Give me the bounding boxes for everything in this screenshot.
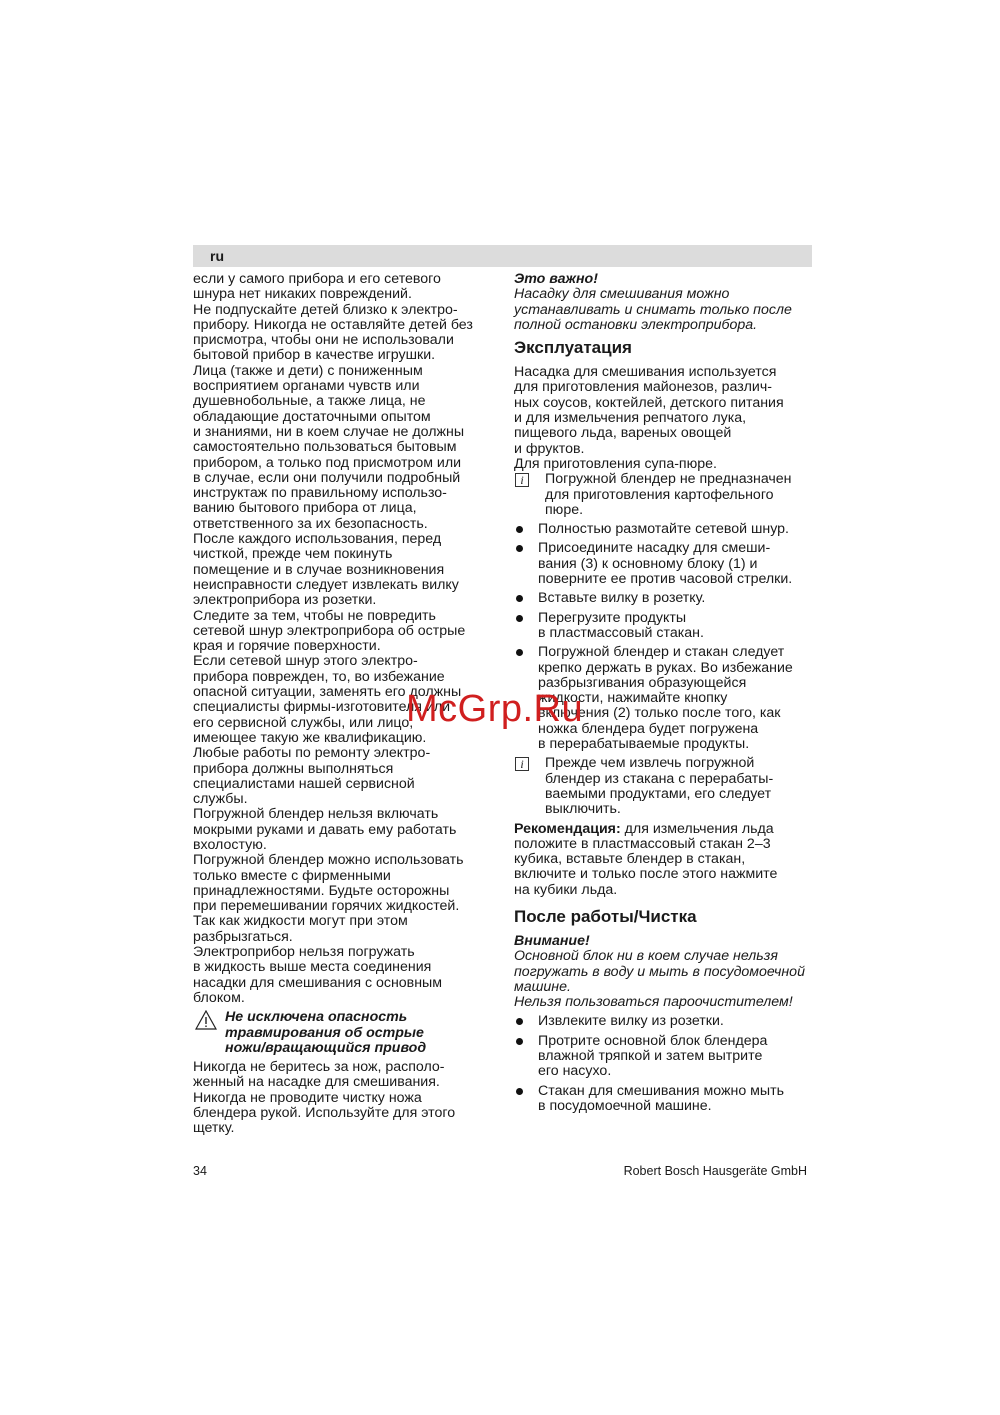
text-line: специалисты фирмы-изготовителя или [193,699,451,716]
info-icon: i [515,473,529,487]
attention-line: Нельзя пользоваться пароочистителем! [514,994,793,1011]
text-line: разбрызгаться. [193,928,293,945]
text-line: электроприбора из розетки. [193,592,377,609]
text-line: его сервисной службы, или лицо, [193,714,414,731]
text-line: обладающие достаточными опытом [193,408,431,425]
bullet-item [514,1014,814,1029]
tip-label: Рекомендация: [514,820,621,837]
tip-line: кубика, вставьте блендер в стакан, [514,851,746,868]
bullet-line: Стакан для смешивания можно мыть [538,1082,785,1099]
bullet-item [514,611,814,642]
text-line: После каждого использования, перед [193,531,442,548]
text-line: щетку. [193,1120,235,1137]
text-line: для приготовления майонезов, различ- [514,379,772,396]
important-line: устанавливать и снимать только после [514,301,792,318]
warning-title-line: ножи/вращающийся привод [225,1039,427,1056]
text-line: специалистами нашей сервисной [193,775,415,792]
text-line: неисправности следует извлекать вилку [193,576,459,593]
bullet-line: Погружной блендер и стакан следует [538,644,785,661]
important-title: Это важно! [514,271,598,287]
bullet-item [514,522,814,537]
bullet-line: Вставьте вилку в розетку. [538,590,706,607]
text-line: Никогда не беритесь за нож, располо- [193,1059,445,1076]
text-line: вхолостую. [193,836,267,853]
text-line: и для измельчения репчатого лука, [514,410,747,427]
text-line: восприятием органами чувств или [193,378,420,395]
heading-usage: Эксплуатация [514,338,632,358]
info-line: Прежде чем извлечь погружной [545,755,755,772]
bullet-line: Перегрузите продукты [538,609,687,626]
bullet-line: ножка блендера будет погружена [538,720,759,737]
text-line: пищевого льда, вареных овощей [514,425,732,442]
spacer [514,1114,814,1118]
text-line: в случае, если они получили подробный [193,469,461,486]
bullet-line: влажной тряпкой и затем вытрите [538,1048,763,1065]
text-line: Погружной блендер нельзя включать [193,806,439,823]
text-line: ванию бытового прибора от лица, [193,500,417,517]
important-line: полной остановки электроприбора. [514,316,758,333]
watermark: McGrp.Ru [406,688,584,730]
text-line: чисткой, прежде чем покинуть [193,546,393,563]
language-label: ru [210,248,224,264]
text-line: прибору. Никогда не оставляйте детей без [193,316,473,333]
info-icon: i [515,757,529,771]
text-line: Насадка для смешивания используется [514,364,777,381]
text-line: прибора должны выполняться [193,760,394,777]
info-line: выключить. [545,801,621,818]
text-line: присмотра, чтобы они не использовали [193,332,454,349]
warning-title-line: Не исключена опасность [225,1009,408,1026]
text-line: помещение и в случае возникновения [193,561,445,578]
text-line: сетевой шнур электроприбора об острые [193,622,466,639]
bullet-line: жидкости, нажимайте кнопку [538,690,728,707]
text-line: и знаниями, ни в коем случае не должны [193,423,465,440]
page-number: 34 [193,1164,207,1178]
text-line: имеющее такую же квалификацию. [193,729,427,746]
language-bar [193,245,812,267]
attention-line: погружать в воду и мыть в посудомоечной [514,963,805,980]
publisher: Robert Bosch Hausgeräte GmbH [623,1164,807,1178]
text-line: бытовой прибор в качестве игрушки. [193,347,436,364]
text-line: прибором, а только под присмотром или [193,454,462,471]
text-line: Погружной блендер можно использовать [193,852,464,869]
text-line: принадлежностями. Будьте осторожны [193,882,450,899]
tip-first-line [514,822,814,837]
text-line: Любые работы по ремонту электро- [193,745,431,762]
tip-line: положите в пластмассовый стакан 2–3 [514,835,771,852]
bullet-line: в посудомоечной машине. [538,1097,712,1114]
bullet-line: в пластмассовый стакан. [538,624,704,641]
text-line: края и горячие поверхности. [193,638,381,655]
text-line: при перемешивании горячих жидкостей. [193,898,460,915]
text-line: Если сетевой шнур этого электро- [193,653,418,670]
text-line: только вместе с фирменными [193,867,391,884]
text-line: насадки для смешивания с основным [193,974,443,991]
bullet-line: включения (2) только после того, как [538,705,781,722]
tip-line: включите и только после этого нажмите [514,866,778,883]
info-line: Погружной блендер не предназначен [545,471,792,488]
bullet-line: Присоедините насадку для смеши- [538,540,771,557]
info-line: ваемыми продуктами, его следует [545,785,772,802]
bullet-line: разбрызгивания образующейся [538,674,747,691]
bullet-line: в перерабатываемые продукты. [538,736,750,753]
text-line: инструктаж по правильному использо- [193,485,447,502]
warning-block [193,1010,493,1056]
attention-line: машине. [514,978,571,995]
bullet-line: вания (3) к основному блоку (1) и [538,555,758,572]
bullet-line: Полностью размотайте сетевой шнур. [538,521,789,538]
text-line: шнура нет никаких повреждений. [193,286,412,303]
spacer [514,898,814,902]
info-line: блендер из стакана с перерабаты- [545,770,774,787]
text-line: прибора поврежден, то, во избежание [193,668,445,685]
text-line: Электроприбор нельзя погружать [193,944,415,961]
info-note [514,756,814,817]
heading-cleaning: После работы/Чистка [514,906,697,926]
bullet-line: крепко держать в руках. Во избежание [538,659,793,676]
tip-line: на кубики льда. [514,881,618,898]
bullet-item [514,1034,814,1080]
text-line: в жидкость выше места соединения [193,959,432,976]
attention-line: Основной блок ни в коем случае нельзя [514,948,778,965]
text-line: опасной ситуации, заменять его должны [193,684,462,701]
tip-text: для измельчения льда [620,820,774,837]
bullet-item [514,1084,814,1115]
bullet-line: поверните ее против часовой стрелки. [538,571,793,588]
text-line: душевнобольные, а также лица, не [193,393,426,410]
info-line: для приготовления картофельного [545,486,774,503]
text-line: Для приготовления супа-пюре. [514,455,717,472]
important-line: Насадку для смешивания можно [514,286,730,303]
bullet-line: Протрите основной блок блендера [538,1032,768,1049]
text-line: Так как жидкости могут при этом [193,913,408,930]
bullet-item [514,591,814,606]
text-line: мокрыми руками и давать ему работать [193,821,457,838]
attention-title: Внимание! [514,932,590,949]
warning-title-line: травмирования об острые [225,1024,424,1041]
text-line: и фруктов. [514,440,585,457]
text-line: Лица (также и дети) с пониженным [193,362,423,379]
text-line: ных соусов, коктейлей, детского питания [514,394,784,411]
warning-icon [195,1010,217,1030]
text-line: женный на насадке для смешивания. [193,1074,440,1091]
text-line: службы. [193,791,248,808]
info-note [514,472,814,518]
text-line: Никогда не проводите чистку ножа [193,1089,422,1106]
text-line: ответственного за их безопасность. [193,515,428,532]
bullet-line: Извлеките вилку из розетки. [538,1013,724,1030]
text-line: блендера рукой. Используйте для этого [193,1105,456,1122]
info-line: пюре. [545,501,584,518]
text-line: блоком. [193,989,245,1006]
text-line: если у самого прибора и его сетевого [193,271,441,287]
bullet-line: его насухо. [538,1063,612,1080]
bullet-item [514,541,814,587]
text-line: самостоятельно пользоваться бытовым [193,439,457,456]
text-line: Не подпускайте детей близко к электро- [193,301,458,318]
text-line: Следите за тем, чтобы не повредить [193,607,436,624]
